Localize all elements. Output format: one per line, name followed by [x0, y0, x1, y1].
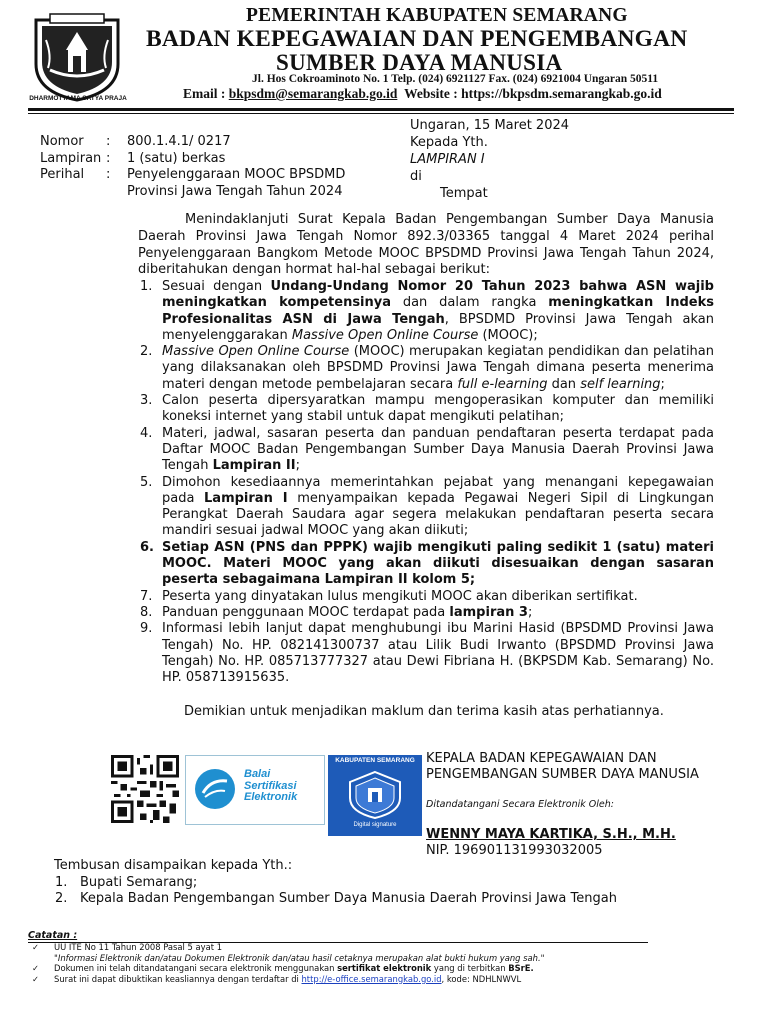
lampiran-label: Lampiran: [40, 150, 102, 166]
bse-icon: [193, 767, 237, 811]
list-item: 1. Bupati Semarang;: [55, 874, 198, 890]
header-line-3: SUMBER DAYA MANUSIA: [276, 50, 563, 75]
eoffice-link[interactable]: http://e-office.semarangkab.go.id: [301, 973, 442, 984]
signatory-name: WENNY MAYA KARTIKA, S.H., M.H.: [426, 827, 676, 842]
list-item: 2. Kepala Badan Pengembangan Sumber Daya Manusia Daerah Provinsi Jawa Tengah: [55, 891, 617, 906]
list-item: 6. Setiap ASN (PNS dan PPPK) wajib mengikuti paling sedikit 1 (satu) materi MOOC. Materi MOOC yang akan diikuti disesuaikan dengan sasaran peserta sebagaimana Lampiran II kolom 5;: [140, 539, 714, 588]
list-item: 4. Materi, jadwal, sasaran peserta dan panduan pendaftaran peserta terdapat pada Daftar MOOC Badan Pengembangan Sumber Daya Manusia Daerah Provinsi Jawa Tengah Lampiran II;: [140, 425, 714, 474]
recipient-lampiran: LAMPIRAN I: [410, 152, 485, 167]
check-icon: ✓: [32, 973, 40, 984]
perihal-label: Perihal: [40, 167, 85, 182]
signatory-nip: NIP. 196901131993032005: [426, 843, 603, 858]
note-item: ✓ Surat ini dapat dibuktikan keasliannya dengan terdaftar di http://e-office.semarangkab.go.id, kode: NDHLNWVL: [32, 973, 522, 984]
check-icon: ✓: [32, 963, 40, 973]
header-rule-thick: [28, 108, 734, 111]
shield-icon: [346, 770, 404, 820]
points-list: [138, 279, 714, 686]
letter-meta: Nomor : 800.1.4.1/ 0217 Lampiran : 1 (satu) berkas Perihal : Penyelenggaraan MOOC BPSDMD Provinsi Jawa Tengah Tahun 2024: [40, 134, 346, 199]
email-label: Email :: [183, 86, 229, 101]
website-text[interactable]: Website : https://bkpsdm.semarangkab.go.id: [404, 86, 662, 101]
note-quote: "Informasi Elektronik dan/atau Dokumen Elektronik dan/atau hasil cetaknya merupakan alat bukti hukum yang sah.": [54, 952, 545, 963]
nomor-label: Nomor: [40, 134, 84, 149]
recipient-to: Kepada Yth.: [410, 135, 488, 150]
signed-electronically: Ditandatangani Secara Elektronik Oleh:: [426, 799, 614, 810]
ds-top-text: KABUPATEN SEMARANG: [335, 757, 415, 764]
closing-sentence: Demikian untuk menjadikan maklum dan terima kasih atas perhatiannya.: [184, 704, 664, 719]
list-item: 3. Calon peserta dipersyaratkan mampu mengoperasikan komputer dan memiliki koneksi internet yang stabil untuk dapat mengikuti pelatihan;: [140, 393, 714, 425]
letter-date: Ungaran, 15 Maret 2024: [410, 118, 570, 133]
header-line-1: PEMERINTAH KABUPATEN SEMARANG: [246, 5, 628, 26]
list-item: 8. Panduan penggunaan MOOC terdapat pada lampiran 3;: [140, 604, 533, 620]
recipient-block: [410, 117, 569, 202]
signatory-title: KEPALA BADAN KEPEGAWAIAN DAN PENGEMBANGAN SUMBER DAYA MANUSIA: [426, 751, 699, 782]
note-item: ✓ Dokumen ini telah ditandatangani secara elektronik menggunakan sertifikat elektronik yang di terbitkan BSrE.: [32, 963, 534, 973]
header-rule-thin: [28, 113, 734, 114]
intro-paragraph: Menindaklanjuti Surat Kepala Badan Pengembangan Sumber Daya Manusia Daerah Provinsi Jawa Tengah Nomor 892.3/03365 tanggal 4 Maret 2024 perihal Penyelenggaraan Bangkom Metode MOOC BPSDMD Provinsi Jawa Tengah Tahun 2024, diberitahukan dengan hormat hal-hal sebagai berikut:: [138, 212, 714, 278]
kabupaten-semarang-logo: [30, 10, 124, 102]
header-contact: [183, 86, 662, 102]
tembusan-title: Tembusan disampaikan kepada Yth.:: [54, 858, 293, 873]
footer-notes: [28, 942, 544, 984]
check-icon: ✓: [32, 942, 40, 952]
header-line-2: BADAN KEPEGAWAIAN DAN PENGEMBANGAN: [146, 26, 688, 52]
catatan-label: Catatan :: [28, 930, 78, 941]
list-item: 2. Massive Open Online Course (MOOC) merupakan kegiatan pendidikan dan pelatihan yang dilaksanakan oleh BPSDMD Provinsi Jawa Tengah dimana peserta menerima materi dengan metode pembelajaran secara full e-learning dan self learning;: [140, 344, 715, 392]
nomor-value: 800.1.4.1/ 0217: [127, 134, 231, 149]
recipient-di: di: [410, 169, 422, 184]
list-item: 9. Informasi lebih lanjut dapat menghubungi ibu Marini Hasid (BPSDMD Provinsi Jawa Tengah) No. HP. 082141300737 atau Lilik Budi Irwanto (BPSDMD Provinsi Jawa Tengah) No. HP. 085713777327 atau Dewi Fibriana H. (BKPSDM Kab. Semarang) No. HP. 058713915635.: [140, 621, 714, 686]
qr-code: [111, 755, 179, 823]
perihal-value: Penyelenggaraan MOOC BPSDMD Provinsi Jawa Tengah Tahun 2024: [127, 167, 346, 199]
logo-motto: DHARMOTTAMA SATYA PRAJA: [29, 95, 127, 102]
list-item: 7. Peserta yang dinyatakan lulus mengikuti MOOC akan diberikan sertifikat.: [140, 588, 638, 604]
recipient-tempat: Tempat: [440, 186, 488, 201]
list-item: 1. Sesuai dengan Undang-Undang Nomor 20 Tahun 2023 bahwa ASN wajib meningkatkan kompetensinya dan dalam rangka meningkatkan Indeks Profesionalitas ASN di Jawa Tengah, BPSDMD Provinsi Jawa Tengah akan menyelenggarakan Massive Open Online Course (MOOC);: [140, 279, 715, 343]
lampiran-value: 1 (satu) berkas: [127, 150, 226, 166]
header-address: Jl. Hos Cokroaminoto No. 1 Telp. (024) 6921127 Fax. (024) 6921004 Ungaran 50511: [252, 73, 659, 85]
list-item: 5. Dimohon kesediaannya memerintahkan pejabat yang menangani kepegawaian pada Lampiran I menyampaikan kepada Pegawai Negeri Sipil di Lingkungan Perangkat Daerah Saudara agar segera melakukan pendaftaran peserta secara mandiri sesuai jadwal MOOC yang akan diikuti;: [140, 474, 714, 539]
tembusan-block: [54, 858, 617, 908]
bse-text: Balai Sertifikasi Elektronik: [244, 768, 298, 803]
note-item: ✓ UU ITE No 11 Tahun 2008 Pasal 5 ayat 1: [32, 942, 223, 952]
email-link[interactable]: bkpsdm@semarangkab.go.id: [228, 86, 398, 101]
ds-bottom-text: Digital signature: [353, 822, 397, 828]
